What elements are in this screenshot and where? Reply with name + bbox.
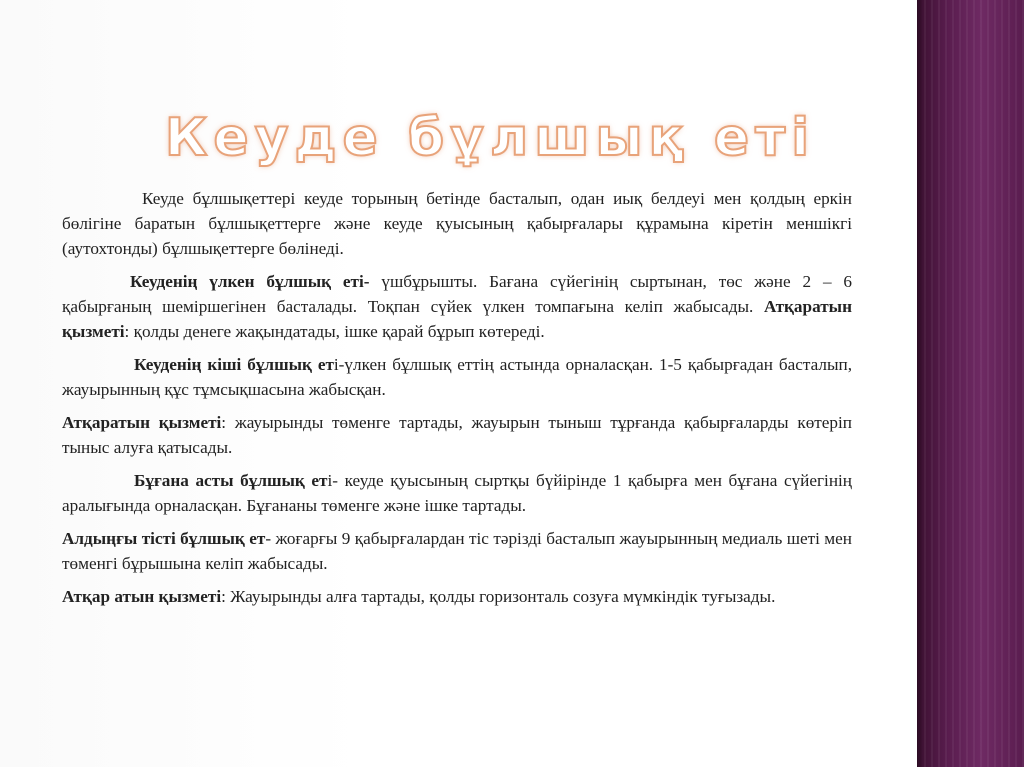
paragraph [62,186,852,261]
bold-term: Атқаратын қызметі [62,413,222,432]
bold-term: Кеуденің кіші бұлшық ет [134,355,334,374]
paragraph [62,410,852,460]
text-segment: і- кеуде қуысының сыртқы бүйірінде 1 қабырға мен бұғана сүйегінің аралығында орналасқан. Бұғананы төменге және ішке тартады. [62,471,853,515]
slide-title: Кеуде бұлшық еті [164,108,816,168]
text-segment: : қолды денеге жақындатады, ішке қарай бұрып көтереді. [124,322,545,341]
text-segment: : Жауырынды алға тартады, қолды горизонталь созуға мүмкіндік туғызады. [221,587,776,606]
bold-term: Атқаратын қызметі [62,297,852,341]
slide-content [62,186,852,617]
text-segment: - жоғарғы 9 қабырғалардан тіс тәрізді басталып жауырынның медиаль шеті мен төменгі бұрышына келіп жабысады. [62,529,852,573]
paragraph [62,269,852,344]
bold-term: Атқар атын қызметі [62,587,222,606]
text-segment: і-үлкен бұлшық еттің астында орналасқан. 1-5 қабырғадан басталып, жауырынның құс тұмсықшасына жабысқан. [62,355,852,399]
text-segment: Кеуде бұлшықеттері кеуде торының бетінде басталып, одан иық белдеуі мен қолдың еркін бөлігіне баратын бұлшықеттерге және кеуде қуысының қабырғалары құрамына кіретін меншікгі (аутохтонды) бұлшықеттерге бөлінеді. [62,189,852,258]
bold-term: Алдыңғы тісті бұлшық ет [62,529,266,548]
text-segment: үшбұрышты. Бағана сүйегінің сыртынан, төс және 2 – 6 қабырғаның шеміршегінен басталады. Тоқпан сүйек үлкен томпағына келіп жабысады. [62,272,852,316]
paragraph [62,352,852,402]
text-segment: : жауырынды төменге тартады, жауырын тыныш тұрғанда қабырғаларды көтеріп тыныс алуға қатысады. [62,413,852,457]
paragraph [62,584,852,609]
paragraph [62,526,852,576]
paragraph [62,468,852,518]
bold-term: Кеуденің үлкен бұлшық еті- [130,272,370,291]
bold-term: Бұғана асты бұлшық ет [134,471,328,490]
